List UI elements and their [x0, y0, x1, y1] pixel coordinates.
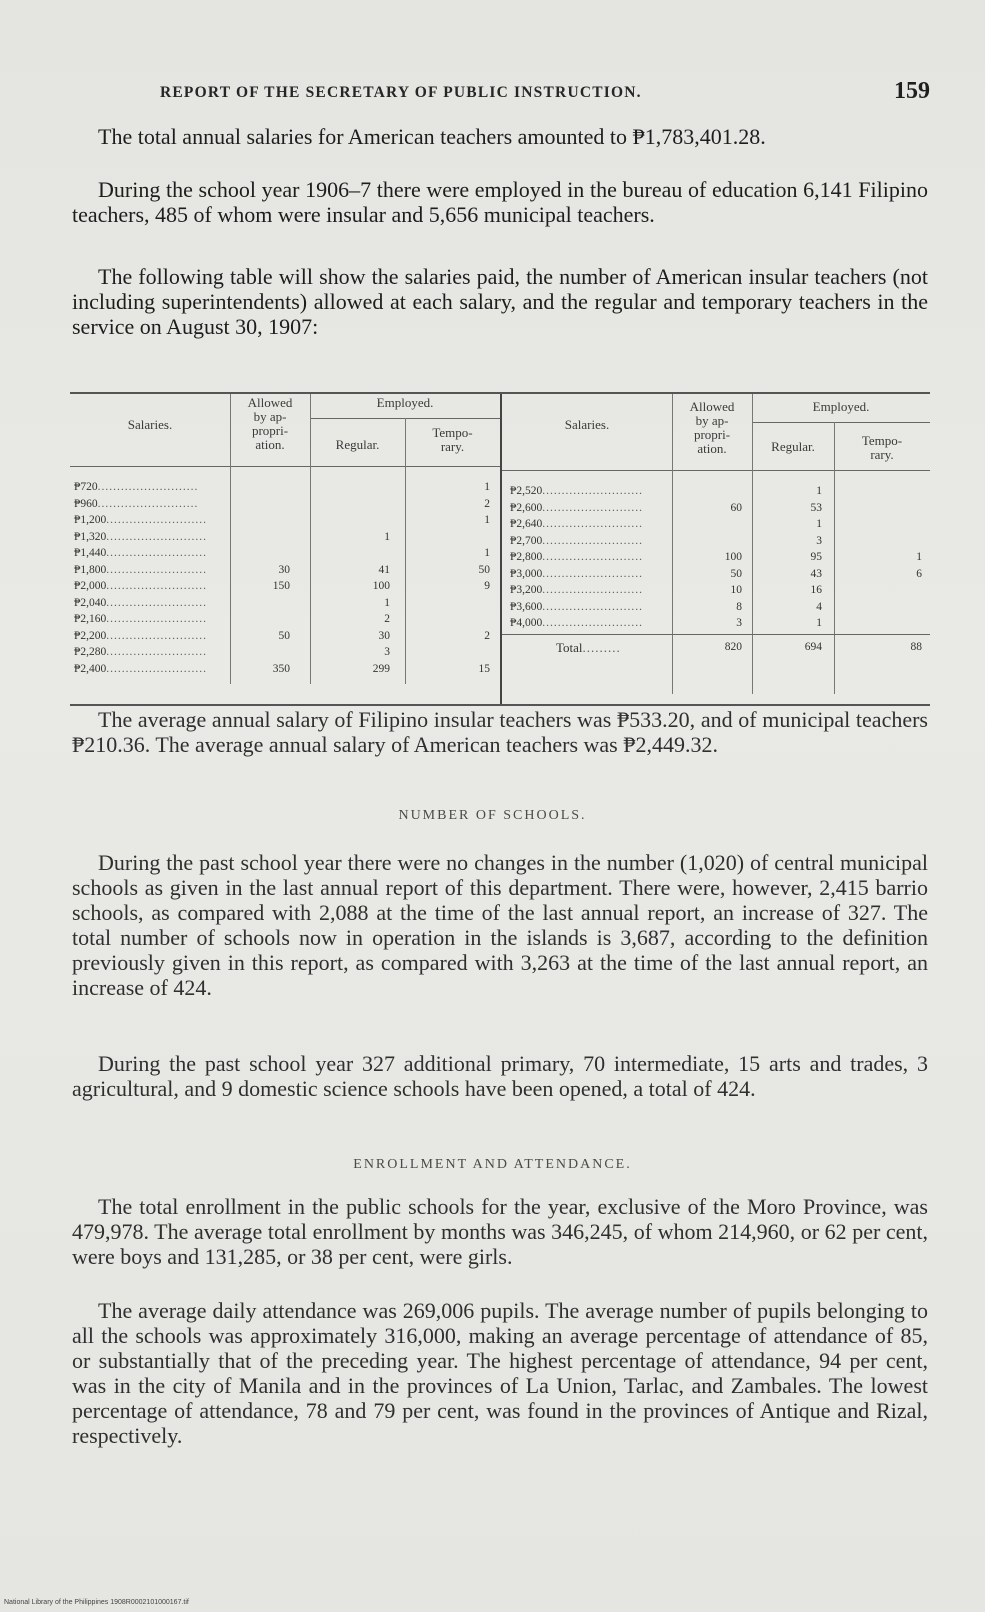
regular-cell: 1: [816, 485, 822, 497]
salary-table-left: [70, 394, 500, 704]
allowed-cell: [692, 517, 742, 532]
header-employed-right: Employed.: [812, 399, 870, 414]
allowed-cell: 60: [730, 501, 742, 514]
allowed-cell: 30: [278, 563, 290, 576]
temporary-cell: [415, 612, 490, 627]
temporary-cell: [842, 484, 922, 499]
section-heading-schools: NUMBER OF SCHOOLS.: [398, 808, 587, 823]
temporary-cell: 1: [484, 547, 490, 559]
salary-cell: ₱3,000..........................: [510, 567, 644, 580]
header-temporary-left: Tempo- rary.: [432, 425, 473, 454]
regular-cell: 4: [816, 600, 822, 613]
allowed-cell: 350: [272, 662, 290, 675]
paragraph-enrollment: The total enrollment in the public schools for the year, exclusive of the Moro Province, was 479,978. The average total enrollment by months was 346,245, of whom 214,960, or 62 per cent, were boys and 131,285, or 38 per cent, were girls.: [72, 1194, 928, 1269]
allowed-cell: [240, 480, 290, 495]
temporary-cell: [415, 530, 490, 545]
allowed-cell: 50: [730, 567, 742, 580]
total-rule: [502, 634, 930, 635]
rule: [752, 394, 753, 694]
temporary-cell: 15: [478, 662, 490, 675]
allowed-cell: [240, 645, 290, 660]
salary-cell: ₱2,700..........................: [510, 534, 644, 547]
regular-cell: [325, 513, 390, 528]
running-head: REPORT OF THE SECRETARY OF PUBLIC INSTRUCTION.: [160, 84, 642, 101]
page-number: 159: [894, 78, 930, 104]
regular-cell: 1: [384, 530, 390, 543]
rule: [502, 470, 930, 471]
allowed-cell: [692, 534, 742, 549]
total-regular: 694: [804, 641, 822, 653]
header-salaries-left: Salaries.: [127, 417, 173, 432]
temporary-cell: [842, 501, 922, 516]
temporary-cell: [415, 645, 490, 660]
allowed-cell: [240, 546, 290, 561]
temporary-cell: 50: [478, 563, 490, 576]
regular-cell: [325, 497, 390, 512]
regular-cell: 53: [810, 501, 822, 514]
allowed-cell: [240, 612, 290, 627]
rule: [752, 422, 930, 423]
temporary-cell: [842, 583, 922, 598]
salary-cell: ₱2,160..........................: [74, 613, 208, 625]
rule: [405, 418, 406, 684]
temporary-cell: 1: [484, 481, 490, 493]
allowed-cell: [692, 484, 742, 499]
regular-cell: 30: [378, 629, 390, 642]
paragraph-schools-opened: During the past school year 327 additional primary, 70 intermediate, 15 arts and trades, 3 agricultural, and 9 domestic science schools have been opened, a total of 424.: [72, 1051, 928, 1101]
allowed-cell: [240, 497, 290, 512]
temporary-cell: 2: [484, 497, 490, 510]
rule: [310, 394, 311, 684]
temporary-cell: 6: [916, 567, 922, 580]
allowed-cell: [240, 596, 290, 611]
salary-cell: ₱4,000..........................: [510, 617, 644, 629]
regular-cell: 41: [378, 563, 390, 576]
header-allowed-left: Allowed by ap- propri- ation.: [247, 395, 293, 452]
allowed-cell: 8: [736, 600, 742, 613]
header-allowed-right: Allowed by ap- propri- ation.: [689, 399, 735, 456]
regular-cell: 3: [816, 534, 822, 547]
regular-cell: 299: [372, 662, 390, 675]
allowed-cell: [240, 530, 290, 545]
salary-cell: ₱1,320..........................: [74, 530, 208, 543]
total-row-label: Total.........: [556, 640, 621, 655]
paragraph-attendance: The average daily attendance was 269,006 pupils. The average number of pupils belonging to all the schools was approximately 316,000, making an average percentage of attendance of 85, or substantially that of the preceding year. The highest percentage of attendance, 94 per cent, was in the city of Manila and in the provinces of La Union, Tarlac, and Zambales. The lowest percentage of attendance, 78 and 79 per cent, was found in the provinces of Antique and Rizal, respectively.: [72, 1298, 928, 1448]
salary-cell: ₱1,800..........................: [74, 563, 208, 576]
salary-cell: ₱2,800..........................: [510, 551, 644, 563]
paragraph-schools-count: During the past school year there were no changes in the number (1,020) of central municipal schools as given in the last annual report of this department. There were, however, 2,415 barrio schools, as compared with 2,088 at the time of the last annual report, an increase of 327. The total number of schools now in operation in the islands is 3,687, according to the definition previously given in this report, as compared with 3,263 at the time of the last annual report, an increase of 424.: [72, 850, 928, 1000]
total-allowed: 820: [724, 641, 742, 653]
regular-cell: 1: [384, 596, 390, 609]
salary-cell: ₱3,600..........................: [510, 600, 644, 613]
regular-cell: 1: [816, 518, 822, 530]
rule: [672, 394, 673, 694]
regular-cell: 1: [816, 617, 822, 629]
paragraph-table-intro: The following table will show the salaries paid, the number of American insular teachers (not including superintendents) allowed at each salary, and the regular and temporary teachers in the service on August 30, 1907:: [72, 264, 928, 339]
regular-cell: 2: [384, 613, 390, 625]
temporary-cell: 1: [916, 551, 922, 563]
rule: [230, 394, 231, 684]
temporary-cell: [415, 596, 490, 611]
allowed-cell: 10: [730, 584, 742, 596]
allowed-cell: 50: [278, 629, 290, 642]
allowed-cell: [240, 513, 290, 528]
salary-table: [70, 392, 930, 706]
temporary-cell: [842, 600, 922, 615]
rule: [834, 422, 835, 694]
salary-cell: ₱2,600..........................: [510, 501, 644, 514]
regular-cell: 3: [384, 646, 390, 658]
paragraph-average-salaries: The average annual salary of Filipino insular teachers was ₱533.20, and of municipal teachers ₱210.36. The average annual salary of American teachers was ₱2,449.32.: [72, 707, 928, 757]
salary-table-right: [500, 394, 932, 704]
temporary-cell: 2: [484, 629, 490, 642]
allowed-cell: 3: [736, 617, 742, 629]
salary-cell: ₱1,440..........................: [74, 547, 208, 559]
regular-cell: 95: [810, 551, 822, 563]
salary-cell: ₱2,640..........................: [510, 518, 644, 530]
regular-cell: 16: [810, 584, 822, 596]
header-salaries-right: Salaries.: [564, 417, 610, 432]
salary-cell: ₱2,400..........................: [74, 662, 208, 675]
header-employed-left: Employed.: [376, 395, 434, 410]
salary-cell: ₱2,000..........................: [74, 580, 208, 592]
salary-cell: ₱2,040..........................: [74, 596, 208, 609]
salary-cell: ₱1,200..........................: [74, 514, 208, 526]
regular-cell: [325, 480, 390, 495]
scan-credit: National Library of the Philippines 1908R0002101000167.tif: [4, 1599, 189, 1606]
salary-cell: ₱2,280..........................: [74, 646, 208, 658]
temporary-cell: 1: [484, 514, 490, 526]
salary-cell: ₱960..........................: [74, 497, 199, 510]
section-heading-enrollment: ENROLLMENT AND ATTENDANCE.: [353, 1157, 632, 1172]
regular-cell: 100: [372, 580, 390, 592]
header-regular-left: Regular.: [335, 437, 380, 452]
paragraph-american-salaries: The total annual salaries for American teachers amounted to ₱1,783,401.28.: [98, 124, 766, 149]
regular-cell: [325, 546, 390, 561]
salary-cell: ₱2,520..........................: [510, 485, 644, 497]
header-temporary-right: Tempo- rary.: [861, 433, 903, 462]
header-regular-right: Regular.: [771, 439, 815, 454]
temporary-cell: [842, 534, 922, 549]
salary-cell: ₱2,200..........................: [74, 629, 208, 642]
paragraph-filipino-teachers: During the school year 1906–7 there were employed in the bureau of education 6,141 Filipino teachers, 485 of whom were insular and 5,656 municipal teachers.: [72, 177, 928, 227]
regular-cell: 43: [810, 567, 822, 580]
salary-cell: ₱720..........................: [74, 481, 199, 493]
temporary-cell: [842, 616, 922, 631]
total-temporary: 88: [910, 641, 922, 653]
temporary-cell: 9: [484, 580, 490, 592]
temporary-cell: [842, 517, 922, 532]
allowed-cell: 100: [724, 551, 742, 563]
rule: [70, 466, 500, 467]
allowed-cell: 150: [272, 580, 290, 592]
salary-cell: ₱3,200..........................: [510, 584, 644, 596]
